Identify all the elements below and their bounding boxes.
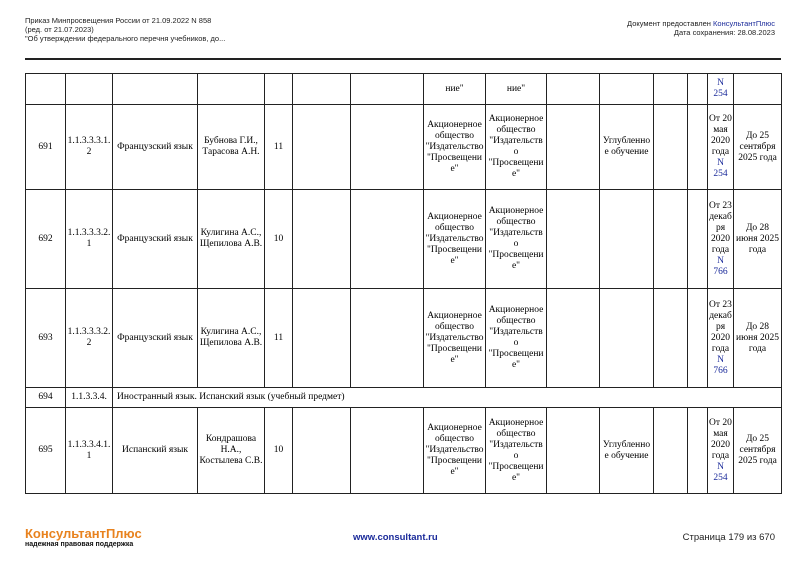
publisher-cell: ние" [424, 74, 486, 105]
order-link[interactable]: N 254 [708, 74, 734, 105]
order-link[interactable]: N 254 [713, 158, 728, 179]
publisher-cell: Акционерное общество "Издательство "Просвещение" [424, 190, 486, 289]
order-cell: От 23 декабря 2020 года N 766 [708, 289, 734, 388]
row-note: Углубленное обучение [600, 408, 654, 494]
row-grade: 11 [265, 289, 293, 388]
provided-label: Документ предоставлен [627, 19, 714, 28]
doc-title-line: Приказ Минпросвещения России от 21.09.2022 N 858 [25, 16, 212, 25]
publisher-cell: Акционерное общество "Издательство "Просвещение" [424, 408, 486, 494]
row-note: Углубленное обучение [600, 105, 654, 190]
publisher-cell: Акционерное общество "Издательство "Просвещение" [424, 289, 486, 388]
row-subject: Французский язык [113, 289, 198, 388]
row-subject: Французский язык [113, 190, 198, 289]
row-authors: Бубнова Г.И., Тарасова А.Н. [198, 105, 265, 190]
row-code: 1.1.3.3.4. [66, 388, 113, 408]
provider-info [627, 19, 775, 37]
order-cell: От 20 мая 2020 года N 254 [708, 105, 734, 190]
row-code: 1.1.3.3.3.1.2 [66, 105, 113, 190]
row-code: 1.1.3.3.3.2.1 [66, 190, 113, 289]
order-cell: От 23 декабря 2020 года N 766 [708, 190, 734, 289]
logo-name: КонсультантПлюс [25, 526, 142, 541]
row-until: До 25 сентября 2025 года [734, 105, 782, 190]
header-divider [25, 58, 781, 60]
save-date: Дата сохранения: 28.08.2023 [673, 28, 775, 37]
order-link[interactable]: N 766 [713, 255, 728, 277]
doc-edition-line: (ред. от 21.07.2023) [25, 25, 94, 34]
row-authors: Кулигина А.С., Щепилова А.В. [198, 289, 265, 388]
row-grade: 10 [265, 408, 293, 494]
order-link[interactable]: N 766 [713, 354, 728, 376]
provider-brand-link[interactable]: КонсультантПлюс [713, 19, 775, 28]
doc-subject-line: "Об утверждении федерального перечня учебников, до... [25, 34, 226, 43]
section-title: Иностранный язык. Испанский язык (учебный предмет) [113, 388, 782, 408]
row-number: 691 [26, 105, 66, 190]
order-link[interactable]: N 254 [713, 461, 728, 483]
order-cell: От 20 мая 2020 года N 254 [708, 408, 734, 494]
row-until: До 28 июня 2025 года [734, 289, 782, 388]
publisher-cell: Акционерное общество "Издательство "Просвещение" [424, 105, 486, 190]
textbook-table [25, 73, 782, 494]
site-link[interactable]: www.consultant.ru [353, 532, 438, 543]
row-authors: Кулигина А.С., Щепилова А.В. [198, 190, 265, 289]
section-row [26, 388, 782, 408]
row-subject: Французский язык [113, 105, 198, 190]
table-row [26, 289, 782, 388]
consultant-logo [25, 526, 142, 548]
row-grade: 10 [265, 190, 293, 289]
page-counter: Страница 179 из 670 [682, 532, 775, 543]
row-number: 694 [26, 388, 66, 408]
logo-slogan: надежная правовая поддержка [25, 541, 134, 548]
row-number: 695 [26, 408, 66, 494]
row-number: 692 [26, 190, 66, 289]
publisher-cell: ние" [486, 74, 547, 105]
document-header [25, 16, 225, 43]
publisher-cell: Акционерное общество "Издательство "Просвещение" [486, 289, 547, 388]
publisher-cell: Акционерное общество "Издательство "Просвещение" [486, 408, 547, 494]
row-grade: 11 [265, 105, 293, 190]
row-subject: Испанский язык [113, 408, 198, 494]
table-row-continuation [26, 74, 782, 105]
row-until: До 28 июня 2025 года [734, 190, 782, 289]
publisher-cell: Акционерное общество "Издательство "Просвещение" [486, 190, 547, 289]
row-number: 693 [26, 289, 66, 388]
row-code: 1.1.3.3.3.2.2 [66, 289, 113, 388]
row-code: 1.1.3.3.4.1.1 [66, 408, 113, 494]
publisher-cell: Акционерное общество "Издательство "Просвещение" [486, 105, 547, 190]
table-row [26, 190, 782, 289]
row-until: До 25 сентября 2025 года [734, 408, 782, 494]
row-authors: Кондрашова Н.А., Костылева С.В. [198, 408, 265, 494]
table-row [26, 408, 782, 494]
table-row [26, 105, 782, 190]
